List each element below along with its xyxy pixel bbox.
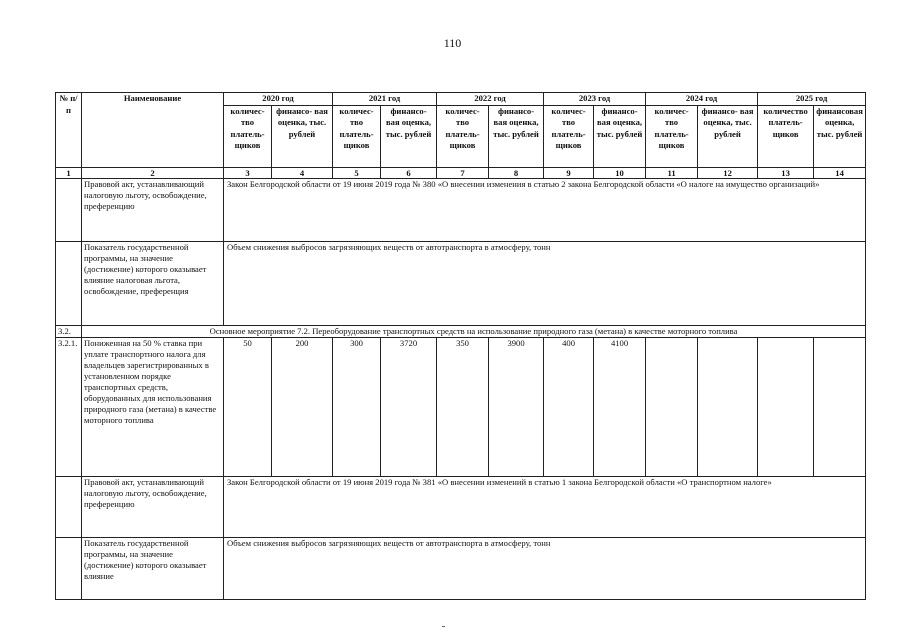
header-subcolumn: количес- тво платель- щиков	[646, 105, 698, 167]
value-cell: 300	[333, 337, 381, 476]
indicator-text: Объем снижения выбросов загрязняющих веществ от автотранспорта в атмосферу, тонн	[224, 537, 866, 599]
row-number	[56, 178, 82, 241]
row-number: 3.2.1.	[56, 337, 82, 476]
value-cell	[814, 337, 866, 476]
header-name: Наименование	[82, 93, 224, 168]
value-cell: 350	[437, 337, 489, 476]
value-cell	[758, 337, 814, 476]
header-year: 2023 год	[544, 93, 646, 106]
header-subcolumn: количес- тво платель- щиков	[544, 105, 594, 167]
value-cell: 50	[224, 337, 272, 476]
column-number: 8	[489, 167, 544, 178]
row-number	[56, 537, 82, 599]
tax-benefits-table	[55, 92, 866, 600]
header-subcolumn: количес- тво платель- щиков	[333, 105, 381, 167]
column-number: 14	[814, 167, 866, 178]
column-number: 13	[758, 167, 814, 178]
header-subcolumn: количес- тво платель- щиков	[224, 105, 272, 167]
value-cell: 3720	[381, 337, 437, 476]
table-row	[56, 325, 866, 337]
row-number: 3.2.	[56, 325, 82, 337]
row-name: Правовой акт, устанавливающий налоговую льготу, освобождение, преференцию	[82, 476, 224, 537]
value-cell	[646, 337, 698, 476]
table-row	[56, 178, 866, 241]
header-year: 2020 год	[224, 93, 333, 106]
table-row	[56, 241, 866, 325]
header-subcolumn: финансо- вая оценка, тыс. рублей	[594, 105, 646, 167]
column-number: 12	[698, 167, 758, 178]
scan-mark	[442, 626, 445, 627]
header-subcolumn: финансо- вая оценка, тыс. рублей	[272, 105, 333, 167]
row-name: Показатель государственной программы, на значение (достижение) которого оказывает влияние налоговая льгота, освобождение, преференция	[82, 241, 224, 325]
column-number: 1	[56, 167, 82, 178]
header-subcolumn: финансо- вая оценка, тыс. рублей	[381, 105, 437, 167]
column-number: 2	[82, 167, 224, 178]
column-number: 9	[544, 167, 594, 178]
column-number: 7	[437, 167, 489, 178]
header-subcolumn: количес- тво платель- щиков	[437, 105, 489, 167]
column-number: 3	[224, 167, 272, 178]
row-number	[56, 476, 82, 537]
value-cell	[698, 337, 758, 476]
header-number: № п/п	[56, 93, 82, 168]
row-name: Пониженная на 50 % ставка при уплате транспортного налога для владельцев зарегистрированных в установленном порядке транспортных средств, оборудованных для использования природного газа (метана) в качестве моторного топлива	[82, 337, 224, 476]
header-year: 2025 год	[758, 93, 866, 106]
header-subcolumn: финансо- вая оценка, тыс. рублей	[698, 105, 758, 167]
value-cell: 4100	[594, 337, 646, 476]
column-number: 6	[381, 167, 437, 178]
table-row	[56, 537, 866, 599]
header-year: 2024 год	[646, 93, 758, 106]
header-year: 2022 год	[437, 93, 544, 106]
legal-act-text: Закон Белгородской области от 19 июня 2019 года № 380 «О внесении изменения в статью 2 закона Белгородской области «О налоге на имущество организаций»	[224, 178, 866, 241]
page-number: 110	[443, 36, 462, 50]
row-name: Правовой акт, устанавливающий налоговую льготу, освобождение, преференцию	[82, 178, 224, 241]
activity-title: Основное мероприятие 7.2. Переоборудование транспортных средств на использование природного газа (метана) в качестве моторного топлива	[82, 325, 866, 337]
row-name: Показатель государственной программы, на значение (достижение) которого оказывает влияние	[82, 537, 224, 599]
indicator-text: Объем снижения выбросов загрязняющих веществ от автотранспорта в атмосферу, тонн	[224, 241, 866, 325]
value-cell: 200	[272, 337, 333, 476]
header-subcolumn: финансовая оценка, тыс. рублей	[814, 105, 866, 167]
header-year: 2021 год	[333, 93, 437, 106]
column-number: 11	[646, 167, 698, 178]
header-subcolumn: количество платель- щиков	[758, 105, 814, 167]
column-number: 10	[594, 167, 646, 178]
header-subcolumn: финансо- вая оценка, тыс. рублей	[489, 105, 544, 167]
legal-act-text: Закон Белгородской области от 19 июня 2019 года № 381 «О внесении изменений в статью 1 закона Белгородской области «О транспортном налоге»	[224, 476, 866, 537]
value-cell: 400	[544, 337, 594, 476]
column-number: 4	[272, 167, 333, 178]
row-number	[56, 241, 82, 325]
table-row	[56, 337, 866, 476]
table-row	[56, 476, 866, 537]
value-cell: 3900	[489, 337, 544, 476]
column-number: 5	[333, 167, 381, 178]
